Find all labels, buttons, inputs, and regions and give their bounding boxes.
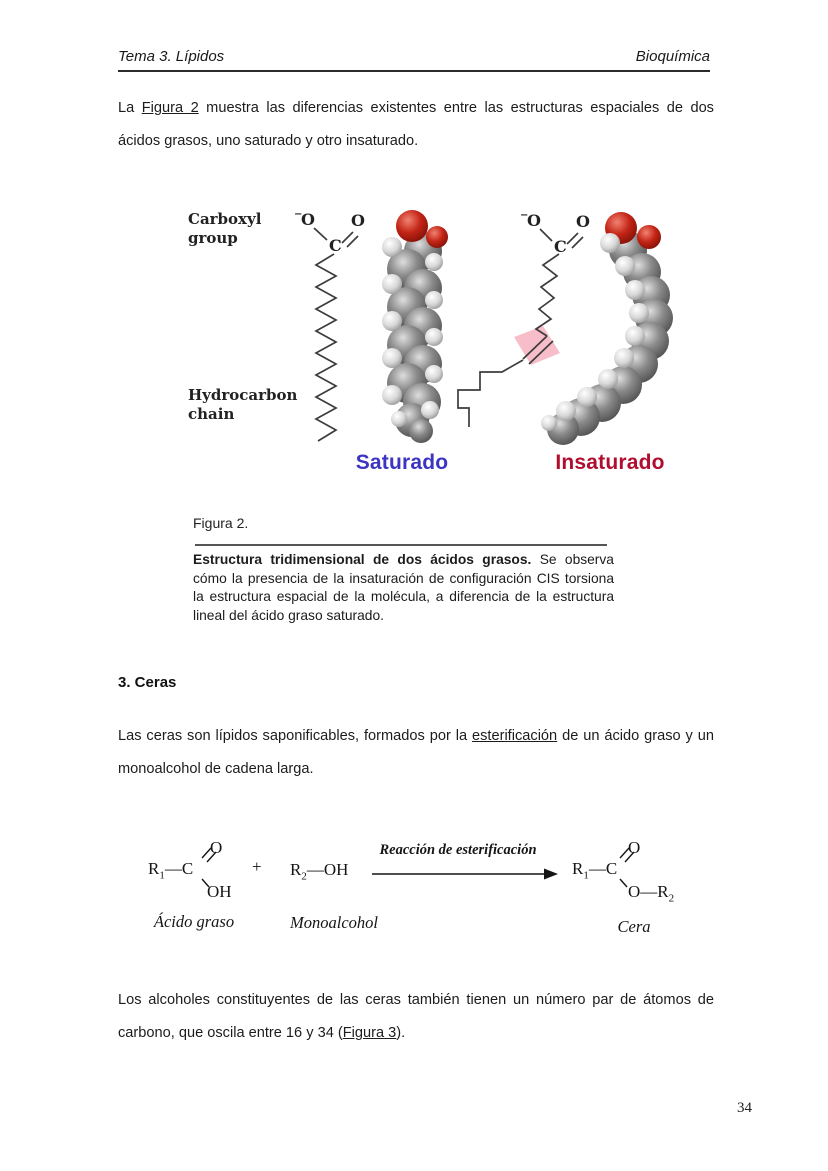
acid-formula: $R_1—C$ — [148, 859, 194, 882]
unsat-carbon: C — [554, 237, 567, 256]
paragraph-intro-figure2 — [118, 92, 714, 158]
page-header — [118, 46, 710, 72]
carboxyl-group-label: Carboxyl group — [188, 210, 262, 247]
figure2-reference-link[interactable]: Figura 2 — [141, 100, 199, 116]
acid-label: Ácido graso — [153, 912, 235, 931]
acid-oxygen-top: O — [210, 838, 223, 857]
alcohol-formula: $R_2—OH$ — [290, 860, 349, 883]
caption-divider — [195, 544, 607, 546]
reaction-arrow-label: Reacción de esterificación — [379, 842, 537, 858]
paragraph-ceras — [118, 720, 714, 786]
unsat-oxygen-right: O — [576, 212, 590, 231]
product-ester-group: $O—R_2$ — [628, 882, 675, 905]
esterificacion-reference[interactable]: esterificación — [472, 728, 558, 744]
unsaturated-caption: Insaturado — [555, 451, 665, 474]
paragraph-text: de un ácido graso y un monoalcohol de cadena larga. — [118, 728, 714, 777]
product-oxygen-top: O — [628, 838, 641, 857]
reaction-arrow — [372, 869, 558, 880]
saturated-skeletal-structure — [314, 228, 358, 441]
figure3-reference-link[interactable]: Figura 3 — [342, 1025, 397, 1041]
paragraph-text: ). — [396, 1025, 406, 1041]
alcohol-label: Monoalcohol — [290, 913, 378, 932]
sat-carboxylate-charge: − — [294, 209, 303, 220]
unsaturated-skeletal-structure — [458, 229, 583, 427]
figure-caption-title: Estructura tridimensional de dos ácidos grasos. — [193, 552, 532, 567]
figure-caption — [193, 551, 614, 625]
hydrocarbon-chain-label: Hydrocarbon chain — [188, 386, 298, 423]
paragraph-text: Las ceras son lípidos saponificables, formados por la — [118, 728, 472, 744]
wax-label: Cera — [617, 917, 651, 936]
paragraph-text: muestra las diferencias existentes entre las estructuras espaciales de dos ácidos grasos, uno saturado y otro insaturado. — [118, 100, 714, 149]
cis-double-bond-highlight — [514, 326, 560, 365]
saturated-spacefill-model — [382, 210, 448, 443]
page-number: 34 — [737, 1100, 752, 1116]
product-formula: $R_1—C$ — [572, 859, 618, 882]
figure-number: Figura 2. — [193, 515, 249, 531]
sat-oxygen-left: O — [301, 210, 315, 229]
header-course-title: Tema 3. Lípidos — [118, 48, 225, 65]
unsat-oxygen-left: O — [527, 211, 541, 230]
saturated-caption: Saturado — [355, 451, 449, 474]
plus-sign: + — [252, 857, 262, 876]
figure-caption-body: Se observa cómo la presencia de la insaturación de configuración CIS torsiona la estructura espacial de la molécula, a diferencia de la estructura lineal del ácido graso saturado. — [193, 552, 614, 623]
paragraph-text: La — [118, 100, 142, 116]
acid-hydroxyl: OH — [207, 882, 232, 901]
paragraph-text: Los alcoholes constituyentes de las ceras también tienen un número par de átomos de carbono, que oscila entre 16 y 34 ( — [118, 992, 714, 1041]
paragraph-alcoholes — [118, 984, 714, 1050]
section-heading-ceras: 3. Ceras — [118, 674, 177, 691]
sat-oxygen-right: O — [351, 211, 365, 230]
sat-carbon: C — [329, 236, 342, 255]
header-subject: Bioquímica — [635, 48, 710, 65]
unsat-carboxylate-charge: − — [520, 210, 529, 221]
